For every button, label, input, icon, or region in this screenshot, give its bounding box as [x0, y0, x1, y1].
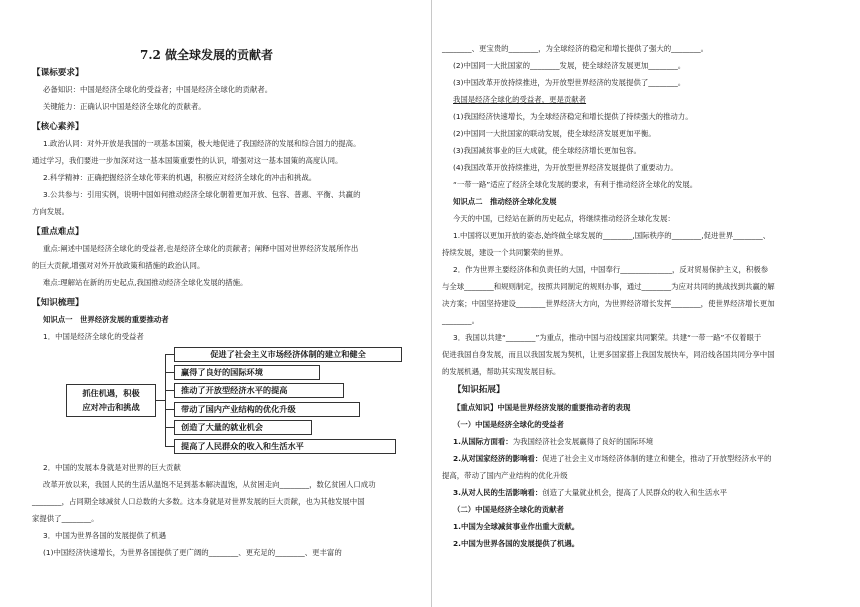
item-label: 1.从国际方面看： — [453, 437, 513, 446]
text-line: 改革开放以来，我国人民的生活从温饱不足到基本解决温饱，从贫困走向________，数亿贫困人口成功 — [43, 480, 376, 489]
text-line: (2)中国同一大批国家的________发展，使全球经济发展更加________。 — [453, 61, 686, 70]
text-line: 通过学习，我们要进一步加深对这一基本国策重要性的认识，增强对这一基本国策的高度认同。 — [32, 156, 343, 165]
text-line: (1)我国经济快速增长，为全球经济稳定和增长提供了持续强大的推动力。 — [453, 112, 693, 121]
diagram-connector — [165, 354, 174, 355]
text-line — [453, 437, 653, 447]
diagram-connector — [165, 409, 174, 410]
diagram-connector — [165, 354, 166, 446]
page-title: 7.2 做全球发展的贡献者 — [140, 48, 274, 62]
text-line: 关键能力：正确认识中国是经济全球化的贡献者。 — [43, 102, 206, 111]
text-line: 2.科学精神：正确把握经济全球化带来的机遇，积极应对经济全球化的冲击和挑战。 — [43, 173, 317, 182]
text-line: 3．中国为世界各国的发展提供了机遇 — [43, 531, 166, 540]
text-line: 必备知识：中国是经济全球化的受益者；中国是经济全球化的贡献者。 — [43, 85, 273, 94]
diagram-connector — [165, 390, 174, 391]
text-line: 家提供了________。 — [32, 514, 99, 523]
item-label: 3.从对人民的生活影响看： — [453, 488, 543, 497]
section-heading-extension: 【知识拓展】 — [453, 385, 505, 395]
item-text: 为我国经济社会发展赢得了良好的国际环境 — [512, 437, 654, 446]
diagram-connector — [165, 446, 174, 447]
diagram-source-box: 抓住机遇，积极 应对冲击和挑战 — [66, 384, 156, 417]
section-heading-key-points: 【重点难点】 — [32, 227, 84, 237]
text-line: 1.政治认同：对外开放是我国的一项基本国策，极大地促进了我国经济的发展和综合国力的提高。 — [43, 139, 361, 148]
section-heading-knowledge: 【知识梳理】 — [32, 298, 84, 308]
text-line: (3)我国减贫事业的巨大成就，使全球经济增长更加包容。 — [453, 146, 641, 155]
text-line: ________、更宝贵的________，为全球经济的稳定和增长提供了强大的________。 — [442, 44, 709, 53]
text-line: 促进我国自身发展，而且以我国发展为契机，让更多国家搭上我国发展快车，同沿线各国共同分享中国 — [442, 350, 775, 359]
text-line: (2)中国同一大批国家的联动发展，使全球经济发展更加平衡。 — [453, 129, 656, 138]
diagram-item-box: 带动了国内产业结构的优化升级 — [174, 402, 360, 417]
text-line: 的巨大贡献,增强对对外开放政策和措施的政治认同。 — [32, 261, 205, 270]
subheading: （一）中国是经济全球化的受益者 — [453, 420, 564, 429]
text-line: 1.中国将以更加开放的姿态,始终做全球发展的________,国际秩序的________,促进世界________、 — [453, 231, 771, 240]
knowledge-point-one: 知识点一 世界经济发展的重要推动者 — [43, 315, 169, 324]
text-line — [453, 488, 727, 498]
text-line: 1．中国是经济全球化的受益者 — [43, 332, 144, 341]
text-line: 决方案；中国坚持建设________世界经济大方向，为世界经济增长发挥________，使世界经济增长更加 — [442, 299, 775, 308]
diagram-connector — [165, 427, 174, 428]
text-line: 的发展机遇，帮助其实现发展目标。 — [442, 367, 561, 376]
text-line: (3)中国改革开放持续推进，为开放型世界经济的发展提供了________。 — [453, 78, 686, 87]
diagram-connector — [165, 372, 174, 373]
knowledge-point-two: 知识点二 推动经济全球化发展 — [453, 197, 557, 206]
column-divider — [431, 0, 432, 607]
text-line — [453, 454, 771, 464]
section-heading-requirements: 【课标要求】 — [32, 68, 84, 78]
text-line: 今天的中国，已经站在新的历史起点，将继续推动经济全球化发展： — [453, 214, 675, 223]
item-label: 2.从对国家经济的影响看： — [453, 454, 543, 463]
subheading: （二）中国是经济全球化的贡献者 — [453, 505, 564, 514]
diagram-item-box: 推动了开放型经济水平的提高 — [174, 383, 344, 398]
text-line: 难点:理解站在新的历史起点,我国推动经济全球化发展的措施。 — [43, 278, 248, 287]
text-line: 与全球________和规则制定，按照共同制定的规则办事，通过________为应对共同的挑战找到共赢的解 — [442, 282, 775, 291]
text-line: 提高，带动了国内产业结构的优化升级 — [442, 471, 568, 480]
text-line: (4)我国改革开放持续推进，为开放型世界经济发展提供了重要动力。 — [453, 163, 678, 172]
diagram-connector — [155, 400, 165, 401]
diagram-item-box: 促进了社会主义市场经济体制的建立和健全 — [174, 347, 402, 362]
text-line: ________。 — [442, 316, 479, 325]
underlined-heading: 我国是经济全球化的受益者，更是贡献者 — [453, 95, 587, 104]
text-line: 重点:阐述中国是经济全球化的受益者,也是经济全球化的贡献者；阐释中国对世界经济发展所作出 — [43, 244, 359, 253]
key-knowledge-heading: 【重点知识】中国是世界经济发展的重要推动者的表现 — [453, 403, 631, 412]
item-text: 促进了社会主义市场经济体制的建立和健全，推动了开放型经济水平的 — [542, 454, 772, 463]
text-line: 方向发展。 — [32, 207, 69, 216]
text-line: 1.中国为全球减贫事业作出重大贡献。 — [453, 522, 580, 531]
text-line: “一带一路”适应了经济全球化发展的要求，有利于推动经济全球化的发展。 — [453, 180, 698, 189]
text-line: 2．中国的发展本身就是对世界的巨大贡献 — [43, 463, 181, 472]
text-line: 3．我国以共建“________”为重点，推动中国与沿线国家共同繁荣。共建“一带一路”不仅着眼于 — [453, 333, 762, 342]
text-line: 持续发展，建设一个共同繁荣的世界。 — [442, 248, 568, 257]
text-line: ________，占同期全球减贫人口总数的大多数。这本身就是对世界发展的巨大贡献，也为其他发展中国 — [32, 497, 365, 506]
diagram-item-box: 赢得了良好的国际环境 — [174, 365, 320, 380]
text-line: (1)中国经济快速增长，为世界各国提供了更广阔的________、更充足的________、更丰富的 — [43, 548, 342, 557]
section-heading-literacy: 【核心素养】 — [32, 122, 84, 132]
item-text: 创造了大量就业机会，提高了人民群众的收入和生活水平 — [542, 488, 728, 497]
text-line: 2．作为世界主要经济体和负责任的大国，中国奉行______________，反对贸易保护主义，积极参 — [453, 265, 769, 274]
text-line: 2.中国为世界各国的发展提供了机遇。 — [453, 539, 580, 548]
diagram-item-box: 创造了大量的就业机会 — [174, 420, 312, 435]
diagram-item-box: 提高了人民群众的收入和生活水平 — [174, 439, 396, 454]
text-line: 3.公共参与：引用实例，说明中国如何推动经济全球化朝着更加开放、包容、普惠、平衡、共赢的 — [43, 190, 361, 199]
